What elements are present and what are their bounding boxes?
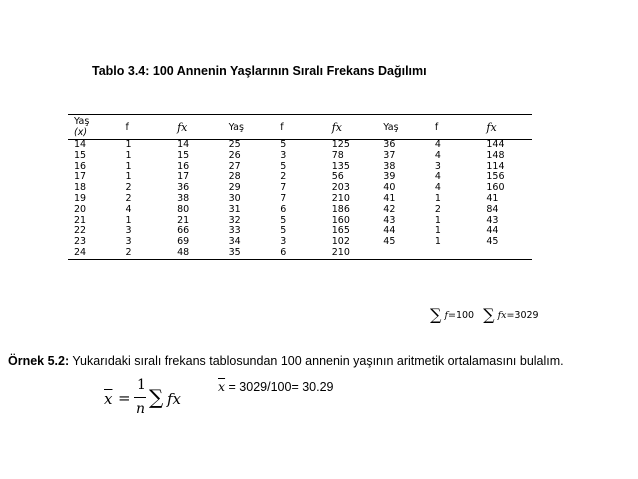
table-cell: 4 bbox=[125, 203, 132, 215]
table-cell: 16 bbox=[74, 160, 87, 172]
table-cell: 21 bbox=[177, 214, 190, 226]
table-cell: 4 bbox=[434, 149, 441, 161]
table-cell: 56 bbox=[331, 171, 344, 183]
table-cell: 1 bbox=[125, 149, 132, 161]
sum-fx-variable: fx bbox=[497, 310, 507, 321]
table-cell: 69 bbox=[177, 236, 190, 248]
table-cell: 3 bbox=[280, 236, 287, 248]
column-header-fx: fx bbox=[177, 120, 188, 134]
table-cell: 48 bbox=[171, 248, 223, 259]
table-cell: 29 bbox=[228, 182, 241, 194]
table-cell: 160 bbox=[331, 214, 350, 226]
table-cell bbox=[480, 248, 532, 259]
table-cell bbox=[377, 248, 429, 259]
table-cell: 6 bbox=[280, 203, 287, 215]
table-row bbox=[68, 172, 532, 183]
table-cell: 40 bbox=[383, 182, 396, 194]
table-row bbox=[68, 162, 532, 173]
table-cell: 6 bbox=[274, 248, 326, 259]
column-header-f: f bbox=[434, 121, 439, 133]
column-header-age: Yaş bbox=[383, 121, 399, 133]
table-cell: 24 bbox=[68, 248, 120, 259]
table-cell: 41 bbox=[383, 192, 396, 204]
table-cell: 80 bbox=[177, 203, 190, 215]
table-cell: 125 bbox=[331, 139, 350, 150]
table-cell: 1 bbox=[434, 192, 441, 204]
table-row bbox=[68, 226, 532, 237]
table-cell: 2 bbox=[280, 171, 287, 183]
example-paragraph bbox=[8, 354, 564, 368]
example-text: Yukarıdaki sıralı frekans tablosundan 100 annenin yaşının aritmetik ortalamasını bulalım. bbox=[69, 354, 564, 368]
table-cell: 27 bbox=[228, 160, 241, 172]
table-cell: 3 bbox=[434, 160, 441, 172]
table-cell: 5 bbox=[280, 160, 287, 172]
table-cell: 144 bbox=[486, 139, 505, 150]
table-cell: 38 bbox=[383, 160, 396, 172]
table-title: Tablo 3.4: 100 Annenin Yaşlarının Sıralı Frekans Dağılımı bbox=[92, 64, 427, 78]
table-row bbox=[68, 205, 532, 216]
formula-lhs: $\overline{x}$ bbox=[104, 390, 113, 408]
table-row bbox=[68, 183, 532, 194]
table-cell: 17 bbox=[177, 171, 190, 183]
table-cell: 165 bbox=[331, 225, 350, 237]
table-cell: 41 bbox=[486, 192, 499, 204]
table-cell: 1 bbox=[125, 214, 132, 226]
table-cell: 1 bbox=[434, 225, 441, 237]
table-cell: 4 bbox=[434, 139, 441, 150]
column-header-age: Yaş bbox=[228, 121, 244, 133]
column-header-age bbox=[68, 115, 120, 140]
fraction-bar bbox=[134, 397, 146, 398]
table-cell: 45 bbox=[486, 236, 499, 248]
table-cell: 78 bbox=[331, 149, 344, 161]
table-cell: 23 bbox=[74, 236, 87, 248]
table-row bbox=[68, 248, 532, 259]
table-cell: 7 bbox=[280, 182, 287, 194]
table-cell: 36 bbox=[177, 182, 190, 194]
table-cell: 66 bbox=[177, 225, 190, 237]
column-header-sub: (x) bbox=[74, 127, 88, 138]
table-cell: 1 bbox=[125, 139, 132, 150]
table-cell: 21 bbox=[74, 214, 87, 226]
sum-fx-value: =3029 bbox=[506, 310, 539, 321]
sum-f-variable: f bbox=[444, 310, 448, 321]
table-cell: 4 bbox=[434, 182, 441, 194]
result-text: = 3029/100= 30.29 bbox=[225, 380, 334, 394]
table-cell: 5 bbox=[280, 214, 287, 226]
table-cell: 20 bbox=[74, 203, 87, 215]
column-header-f: f bbox=[280, 121, 284, 133]
table-cell: 5 bbox=[280, 139, 287, 150]
table-cell: 19 bbox=[74, 192, 87, 204]
table-cell: 15 bbox=[74, 149, 87, 161]
table-cell: 43 bbox=[486, 214, 499, 226]
sums-row bbox=[430, 305, 539, 324]
table-cell bbox=[429, 248, 481, 259]
table-cell: 44 bbox=[486, 225, 499, 237]
mean-formula bbox=[104, 378, 194, 424]
table-cell: 148 bbox=[486, 149, 505, 161]
formula-equals: = bbox=[118, 389, 131, 407]
table-cell: 45 bbox=[383, 236, 396, 248]
sigma-symbol: ∑ bbox=[483, 305, 495, 324]
table-cell: 160 bbox=[486, 182, 505, 194]
table-cell: 186 bbox=[331, 203, 350, 215]
column-header-fx: fx bbox=[331, 120, 343, 134]
table-cell: 135 bbox=[331, 160, 350, 172]
table-cell: 35 bbox=[223, 248, 275, 259]
table-cell: 42 bbox=[383, 203, 396, 215]
table-body bbox=[68, 140, 532, 260]
column-header-f: f bbox=[125, 121, 129, 133]
table-cell: 32 bbox=[228, 214, 241, 226]
table-cell: 36 bbox=[383, 139, 396, 150]
table-cell: 203 bbox=[331, 182, 350, 194]
result-variable: $\overline{x}$ bbox=[218, 379, 226, 394]
formula-sigma: ∑ bbox=[149, 385, 164, 409]
table-cell: 7 bbox=[280, 192, 287, 204]
table-cell: 1 bbox=[434, 214, 441, 226]
table-row bbox=[68, 216, 532, 227]
table-header-row bbox=[68, 115, 532, 140]
table-row bbox=[68, 237, 532, 248]
frequency-table bbox=[68, 114, 532, 260]
table-cell: 34 bbox=[228, 236, 241, 248]
table-cell: 15 bbox=[177, 149, 190, 161]
table-cell: 25 bbox=[228, 139, 241, 150]
table-row bbox=[68, 140, 532, 151]
table-cell: 156 bbox=[486, 171, 505, 183]
table-cell: 2 bbox=[120, 248, 172, 259]
table-cell: 16 bbox=[177, 160, 190, 172]
table-cell: 1 bbox=[434, 236, 441, 248]
table-cell: 3 bbox=[280, 149, 287, 161]
sum-f-value: =100 bbox=[447, 310, 475, 321]
table-cell: 43 bbox=[383, 214, 396, 226]
column-header-fx: fx bbox=[486, 120, 497, 134]
formula-numerator: 1 bbox=[137, 377, 146, 393]
table-cell: 1 bbox=[125, 171, 132, 183]
table-cell: 28 bbox=[228, 171, 241, 183]
table-cell: 39 bbox=[383, 171, 396, 183]
table-cell: 1 bbox=[125, 160, 132, 172]
table-cell: 17 bbox=[74, 171, 87, 183]
table-cell: 33 bbox=[228, 225, 241, 237]
table-cell: 114 bbox=[486, 160, 505, 172]
table-cell: 14 bbox=[177, 139, 190, 150]
table-row bbox=[68, 151, 532, 162]
column-header-label: Yaş bbox=[74, 116, 90, 127]
table-cell: 3 bbox=[125, 225, 132, 237]
table-cell: 3 bbox=[125, 236, 132, 248]
table-cell: 38 bbox=[177, 192, 190, 204]
table-cell: 22 bbox=[74, 225, 87, 237]
sigma-symbol: ∑ bbox=[430, 305, 442, 324]
table-cell: 84 bbox=[486, 203, 499, 215]
table-cell: 102 bbox=[331, 236, 350, 248]
table-cell: 4 bbox=[434, 171, 441, 183]
table-cell: 2 bbox=[125, 182, 132, 194]
table-cell: 26 bbox=[228, 149, 241, 161]
example-label: Örnek 5.2: bbox=[8, 354, 70, 368]
table-cell: 44 bbox=[383, 225, 396, 237]
table-cell: 210 bbox=[326, 248, 378, 259]
table-cell: 18 bbox=[74, 182, 87, 194]
table-row bbox=[68, 194, 532, 205]
table-cell: 210 bbox=[331, 192, 350, 204]
table-cell: 2 bbox=[434, 203, 441, 215]
formula-denominator: n bbox=[136, 401, 146, 417]
table-cell: 30 bbox=[228, 192, 241, 204]
result-line bbox=[218, 379, 334, 394]
formula-term: fx bbox=[167, 390, 182, 408]
table-cell: 37 bbox=[383, 149, 396, 161]
table-cell: 2 bbox=[125, 192, 132, 204]
table-cell: 5 bbox=[280, 225, 287, 237]
table-cell: 31 bbox=[228, 203, 241, 215]
table-cell: 14 bbox=[74, 139, 87, 150]
